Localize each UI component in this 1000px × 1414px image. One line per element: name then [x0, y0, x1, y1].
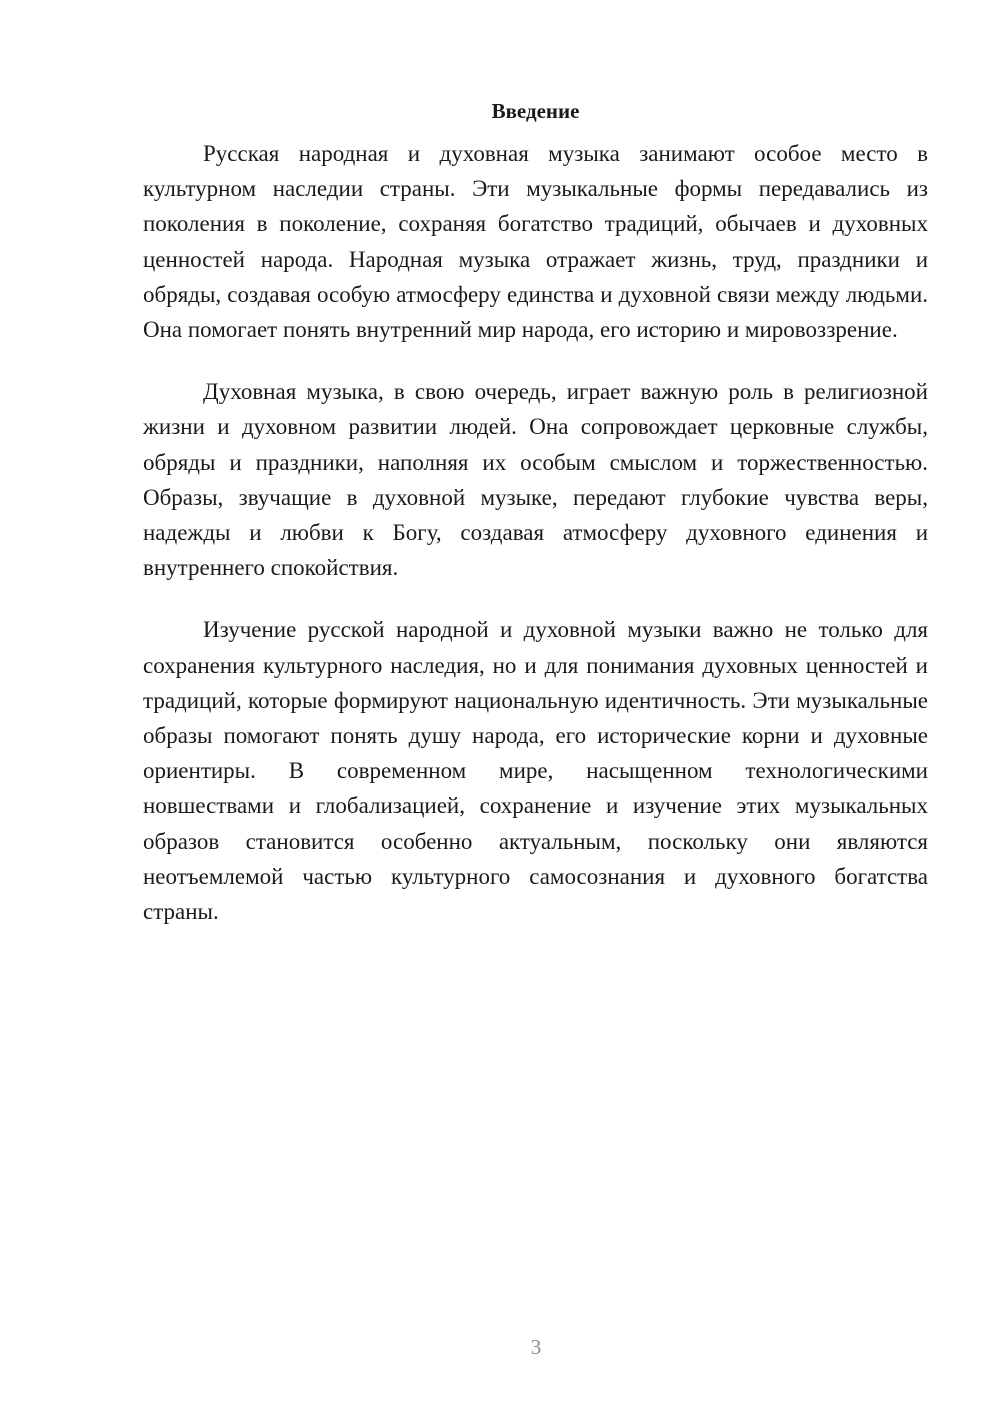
page-title: Введение [491, 99, 580, 123]
paragraph-2: Духовная музыка, в свою очередь, играет важную роль в религиозной жизни и духовном развитии людей. Она сопровождает церковные службы, обряды и праздники, наполняя их особым смыслом и торжественностью. Образы, звучащие в духовной музыке, передают глубокие чувства веры, надежды и любви к Богу, создавая атмосферу духовного единения и внутреннего спокойствия. [143, 379, 928, 581]
page-content [143, 94, 928, 956]
paragraph-1: Русская народная и духовная музыка занимают особое место в культурном наследии страны. Эти музыкальные формы передавались из поколения в поколение, сохраняя богатство традиций, обычаев и духовных ценностей народа. Народная музыка отражает жизнь, труд, праздники и обряды, создавая особую атмосферу единства и духовной связи между людьми. Она помогает понять внутренний мир народа, его историю и мировоззрение. [143, 141, 928, 343]
paragraph-3: Изучение русской народной и духовной музыки важно не только для сохранения культурного наследия, но и для понимания духовных ценностей и традиций, которые формируют национальную идентичность. Эти музыкальные образы помогают понять душу народа, его исторические корни и духовные ориентиры. В современном мире, насыщенном технологическими новшествами и глобализацией, сохранение и изучение этих музыкальных образов становится особенно актуальным, поскольку они являются неотъемлемой частью культурного самосознания и духовного богатства страны. [143, 617, 928, 925]
page-number: 3 [530, 1335, 542, 1359]
